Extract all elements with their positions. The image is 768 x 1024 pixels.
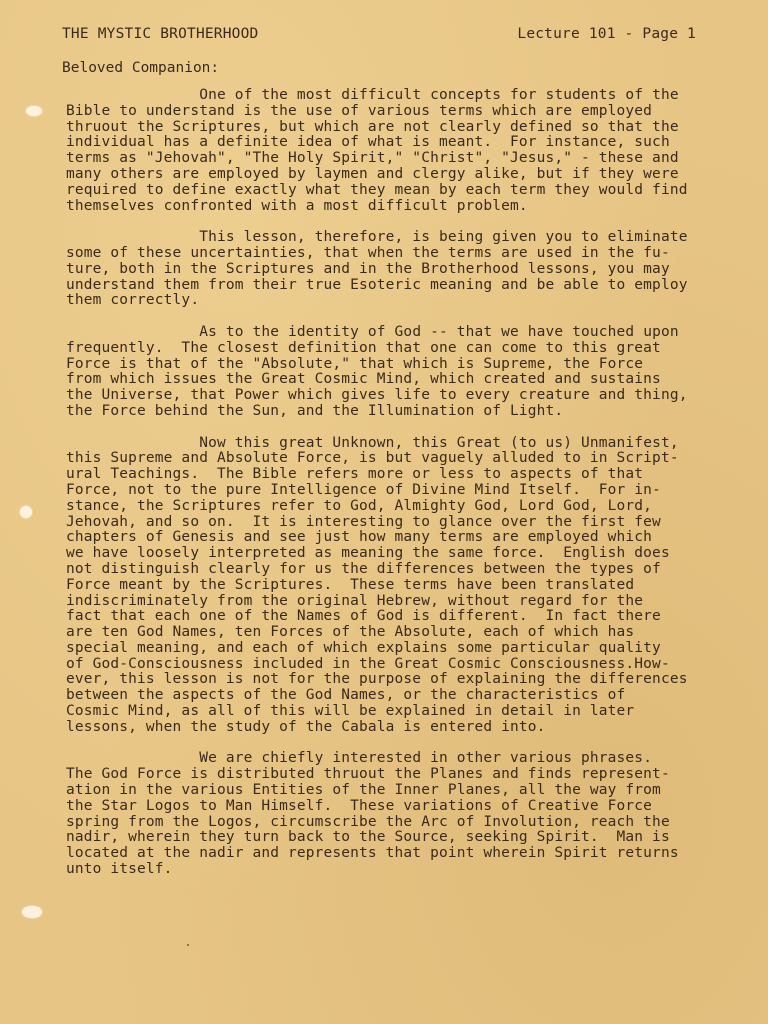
header-title: THE MYSTIC BROTHERHOOD xyxy=(62,26,259,42)
punch-hole-top xyxy=(26,106,42,116)
paragraph: One of the most difficult concepts for students of the Bible to understand is the use of various terms which are employed thruout the Scriptures, but which are not clearly defined so that the individual has a definite idea of what is meant. For instance, such terms as "Jehovah", "The Holy Spirit," "Christ", "Jesus," - these and many others are employed by laymen and clergy alike, but if they were required to define exactly what they mean by each term they would find themselves confronted with a most difficult problem. xyxy=(66,87,688,214)
page-header xyxy=(62,26,702,46)
paper-speck xyxy=(187,944,189,946)
paragraph: We are chiefly interested in other various phrases. The God Force is distributed thruout the Planes and finds represent- ation in the various Entities of the Inner Planes, all the way from the Star Logos to Man Himself. These variations of Creative Force spring from the Logos, circumscribe the Arc of Involution, reach the nadir, wherein they turn back to the Source, seeking Spirit. Man is located at the nadir and represents that point wherein Spirit returns unto itself. xyxy=(66,750,679,878)
paragraph: Now this great Unknown, this Great (to us) Unmanifest, this Supreme and Absolute Force, is but vaguely alluded to in Script- ural Teachings. The Bible refers more or less to aspects of that Force, not to the pure Intelligence of Divine Mind Itself. For in- stance, the Scriptures refer to God, Almighty God, Lord God, Lord, Jehovah, and so on. It is interesting to glance over the first few chapters of Genesis and see just how many terms are employed which we have loosely interpreted as meaning the same force. English does not distinguish clearly for us the differences between the types of Force meant by the Scriptures. These terms have been translated indiscriminately from the original Hebrew, without regard for the fact that each one of the Names of God is different. In fact there are ten God Names, ten Forces of the Absolute, each of which has special meaning, and each of which explains some particular quality of God-Consciousness included in the Great Cosmic Consciousness.How- ever, this lesson is not for the purpose of explaining the differences between the aspects of the God Names, or the characteristics of Cosmic Mind, as all of this will be explained in detail in later lessons, when the study of the Cabala is entered into. xyxy=(66,434,688,735)
punch-hole-bottom xyxy=(22,906,42,918)
lecture-body xyxy=(66,88,714,894)
header-page-number: Lecture 101 - Page 1 xyxy=(517,26,696,42)
paragraph: This lesson, therefore, is being given you to eliminate some of these uncertainties, that when the terms are used in the fu- ture, both in the Scriptures and in the Brotherhood lessons, you may understand them from their true Esoteric meaning and be able to employ them correctly. xyxy=(66,229,688,309)
punch-hole-middle xyxy=(20,506,32,518)
salutation: Beloved Companion: xyxy=(62,60,220,76)
paragraph: As to the identity of God -- that we have touched upon frequently. The closest definition that one can come to this great Force is that of the "Absolute," that which is Supreme, the Force from which issues the Great Cosmic Mind, which created and sustains the Universe, that Power which gives life to every creature and thing, the Force behind the Sun, and the Illumination of Light. xyxy=(66,323,688,419)
